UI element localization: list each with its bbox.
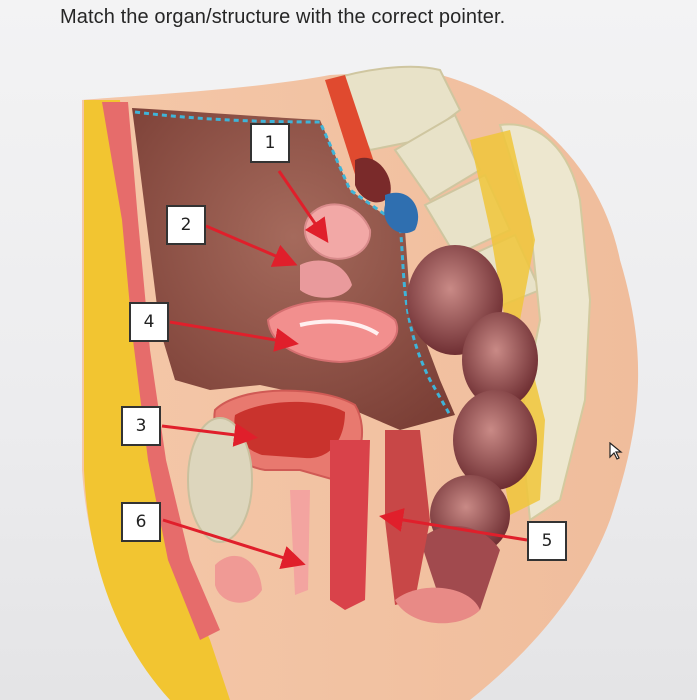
- label-box-5: 5: [527, 521, 567, 561]
- label-box-4: 4: [129, 302, 169, 342]
- label-box-1: 1: [250, 123, 290, 163]
- label-box-3: 3: [121, 406, 161, 446]
- label-box-2: 2: [166, 205, 206, 245]
- bladder-lumen: [234, 402, 345, 458]
- mouse-cursor-icon: [609, 442, 623, 460]
- question-text: Match the organ/structure with the correct pointer.: [60, 6, 506, 28]
- label-box-6: 6: [121, 502, 161, 542]
- vaginal-canal: [330, 440, 370, 610]
